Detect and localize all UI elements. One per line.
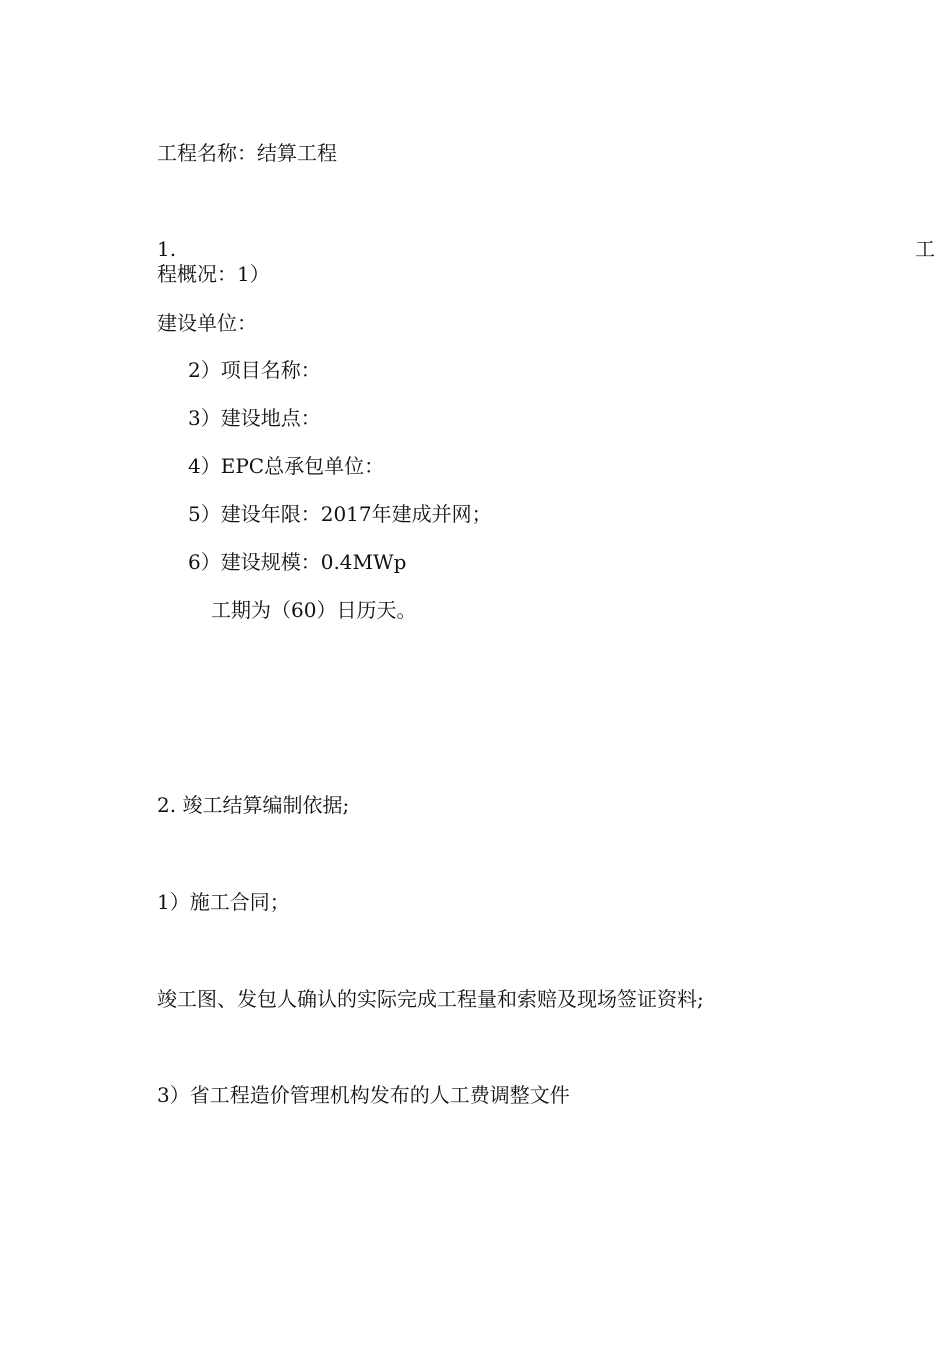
list-item-project-name: 2）项目名称： [188,358,321,382]
section-1-title: 程概况：1） [157,262,270,286]
list-item-labor-cost-file: 3）省工程造价管理机构发布的人工费调整文件 [157,1083,570,1107]
project-name-line: 工程名称：结算工程 [157,141,337,165]
list-item-drawings: 竣工图、发包人确认的实际完成工程量和索赔及现场签证资料; [157,987,704,1011]
section-1-title-fragment: 工 [915,237,935,261]
list-item-construction-unit: 建设单位： [157,311,257,335]
section-2-heading: 2. 竣工结算编制依据; [157,793,350,817]
duration-line: 工期为（60）日历天。 [211,598,417,622]
list-item-contract: 1）施工合同； [157,890,290,914]
list-item-construction-period: 5）建设年限：2017年建成并网； [188,502,492,526]
list-item-location: 3）建设地点： [188,406,321,430]
list-item-epc-contractor: 4）EPC总承包单位： [188,454,385,478]
section-1-number: 1. [157,237,177,261]
list-item-scale: 6）建设规模：0.4MWp [188,550,407,574]
